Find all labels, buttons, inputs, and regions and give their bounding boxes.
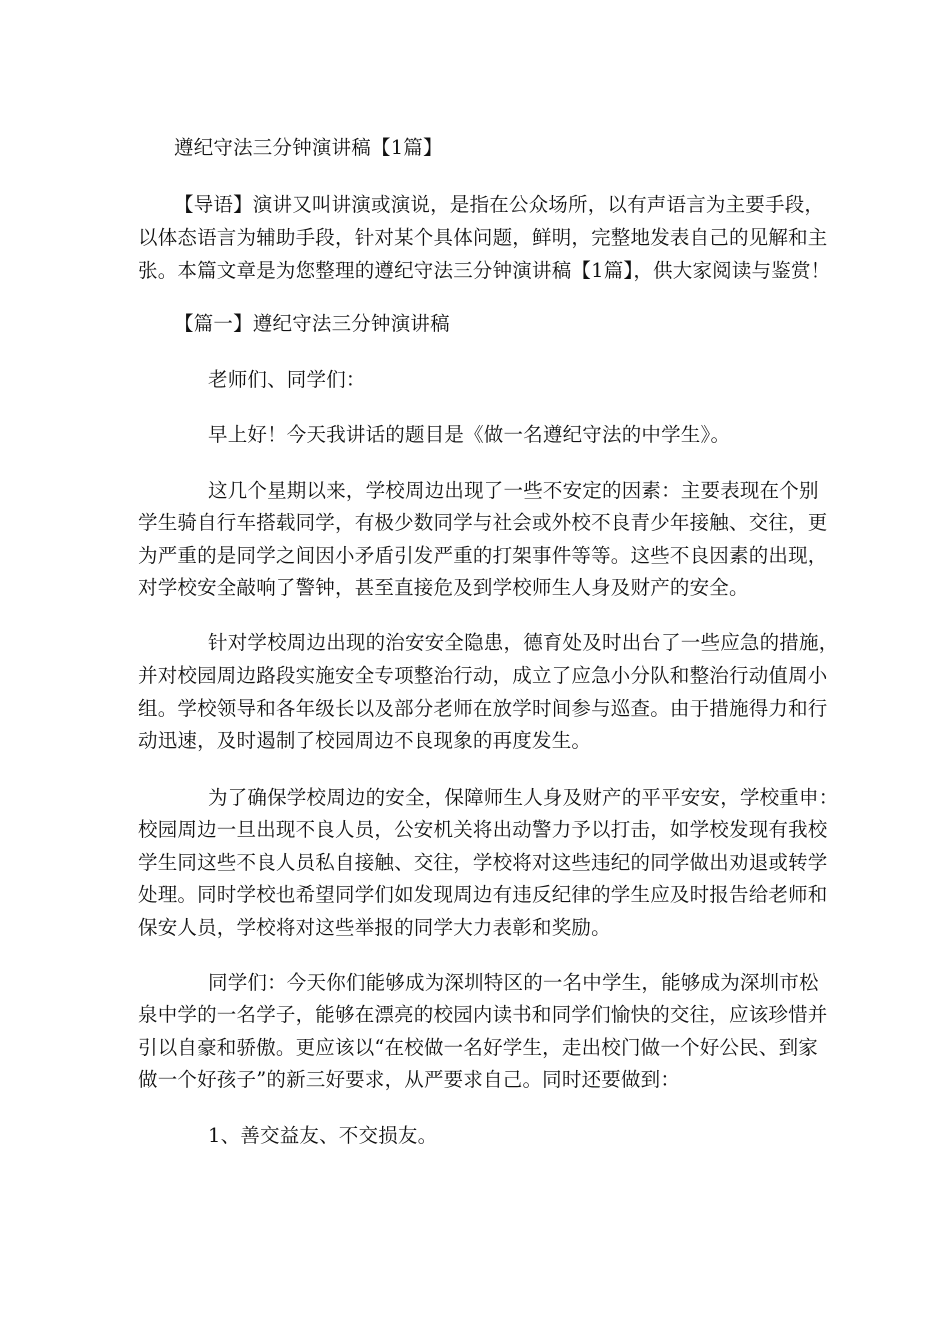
paragraph-line: 为严重的是同学之间因小矛盾引发严重的打架事件等等。这些不良因素的出现， bbox=[138, 544, 828, 567]
paragraph-line: 动迅速，及时遏制了校园周边不良现象的再度发生。 bbox=[138, 729, 592, 752]
paragraph-line: 学生同这些不良人员私自接触、交往，学校将对这些违纪的同学做出劝退或转学 bbox=[138, 851, 828, 874]
paragraph-line: 并对校园周边路段实施安全专项整治行动，成立了应急小分队和整治行动值周小 bbox=[138, 664, 828, 687]
paragraph-line: 泉中学的一名学子，能够在漂亮的校园内读书和同学们愉快的交往，应该珍惜并 bbox=[138, 1003, 828, 1026]
paragraph-line: 学生骑自行车搭载同学，有极少数同学与社会或外校不良青少年接触、交往，更 bbox=[138, 511, 828, 534]
greeting: 老师们、同学们： bbox=[208, 368, 366, 391]
paragraph-line: 同学们：今天你们能够成为深圳特区的一名中学生，能够成为深圳市松 bbox=[208, 971, 819, 994]
paragraph-line: 引以自豪和骄傲。更应该以“在校做一名好学生，走出校门做一个好公民、到家 bbox=[138, 1036, 818, 1059]
paragraph-line: 为了确保学校周边的安全，保障师生人身及财产的平平安安，学校重申： bbox=[208, 786, 839, 809]
paragraph-line: 对学校安全敲响了警钟，甚至直接危及到学校师生人身及财产的安全。 bbox=[138, 576, 749, 599]
document-title: 遵纪守法三分钟演讲稿【1篇】 bbox=[174, 136, 443, 159]
intro-line: 以体态语言为辅助手段，针对某个具体问题，鲜明，完整地发表自己的见解和主 bbox=[138, 226, 828, 249]
paragraph-line: 针对学校周边出现的治安安全隐患，德育处及时出台了一些应急的措施， bbox=[208, 631, 839, 654]
paragraph-line: 处理。同时学校也希望同学们如发现周边有违反纪律的学生应及时报告给老师和 bbox=[138, 883, 828, 906]
paragraph-line: 做一个好孩子”的新三好要求，从严要求自己。同时还要做到： bbox=[138, 1068, 681, 1091]
paragraph-line: 组。学校领导和各年级长以及部分老师在放学时间参与巡查。由于措施得力和行 bbox=[138, 697, 828, 720]
paragraph-line: 保安人员，学校将对这些举报的同学大力表彰和奖励。 bbox=[138, 916, 611, 939]
opening-line: 早上好！今天我讲话的题目是《做一名遵纪守法的中学生》。 bbox=[208, 423, 731, 446]
intro-line: 张。本篇文章是为您整理的遵纪守法三分钟演讲稿【1篇】，供大家阅读与鉴赏！ bbox=[138, 259, 831, 282]
paragraph-line: 这几个星期以来，学校周边出现了一些不安定的因素：主要表现在个别 bbox=[208, 479, 819, 502]
intro-line: 【导语】演讲又叫讲演或演说，是指在公众场所，以有声语言为主要手段， bbox=[174, 193, 825, 216]
paragraph-line: 校园周边一旦出现不良人员，公安机关将出动警力予以打击，如学校发现有我校 bbox=[138, 818, 828, 841]
section-heading: 【篇一】遵纪守法三分钟演讲稿 bbox=[174, 312, 450, 335]
list-item: 1、善交益友、不交损友。 bbox=[208, 1124, 438, 1147]
